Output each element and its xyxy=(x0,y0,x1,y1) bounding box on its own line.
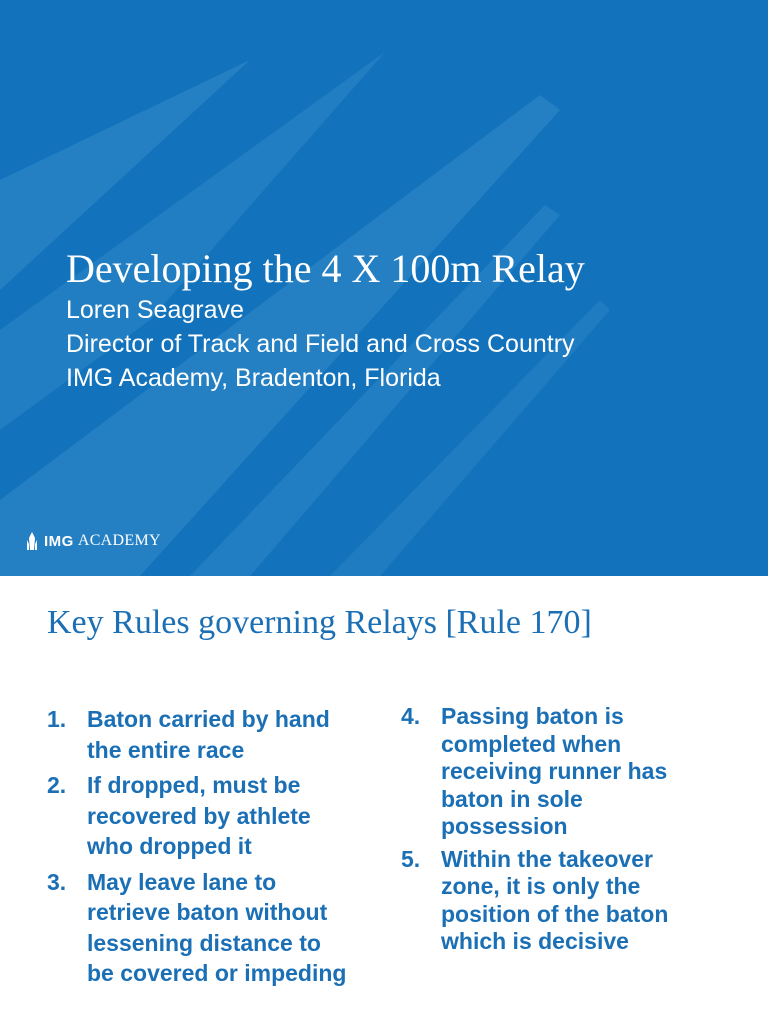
rules-list-left xyxy=(47,704,347,994)
flame-icon xyxy=(26,532,38,550)
rule-text: Baton carried by hand the entire race xyxy=(87,706,330,763)
presenter-affiliation: IMG Academy, Bradenton, Florida xyxy=(66,364,441,392)
presenter-name: Loren Seagrave xyxy=(66,296,244,324)
rule-text: Passing baton is completed when receiving runner has baton in sole possession xyxy=(441,703,668,839)
presenter-info xyxy=(66,293,575,395)
rule-number: 2. xyxy=(47,772,67,798)
rule-text: May leave lane to retrieve baton without lessening distance to be covered or impeding xyxy=(87,868,347,986)
presenter-role: Director of Track and Field and Cross Country xyxy=(66,330,575,358)
list-item xyxy=(47,867,347,989)
presentation-title: Developing the 4 X 100m Relay xyxy=(66,246,585,291)
list-item xyxy=(401,703,711,841)
rule-number: 5. xyxy=(401,845,421,872)
rule-number: 3. xyxy=(47,868,67,895)
rules-slide xyxy=(0,576,768,1024)
img-academy-logo xyxy=(26,532,161,550)
rules-heading: Key Rules governing Relays [Rule 170] xyxy=(47,604,592,641)
list-item xyxy=(47,770,347,862)
rules-list-right xyxy=(401,703,711,961)
rule-text: If dropped, must be recovered by athlete who dropped it xyxy=(87,772,311,859)
list-item xyxy=(401,846,711,956)
logo-brand: IMG xyxy=(44,532,74,550)
rule-text: Within the takeover zone, it is only the position of the baton which is decisive xyxy=(441,845,669,954)
rule-number: 1. xyxy=(47,706,67,732)
logo-academy: ACADEMY xyxy=(77,532,161,549)
list-item xyxy=(47,704,347,765)
rule-number: 4. xyxy=(401,703,421,729)
